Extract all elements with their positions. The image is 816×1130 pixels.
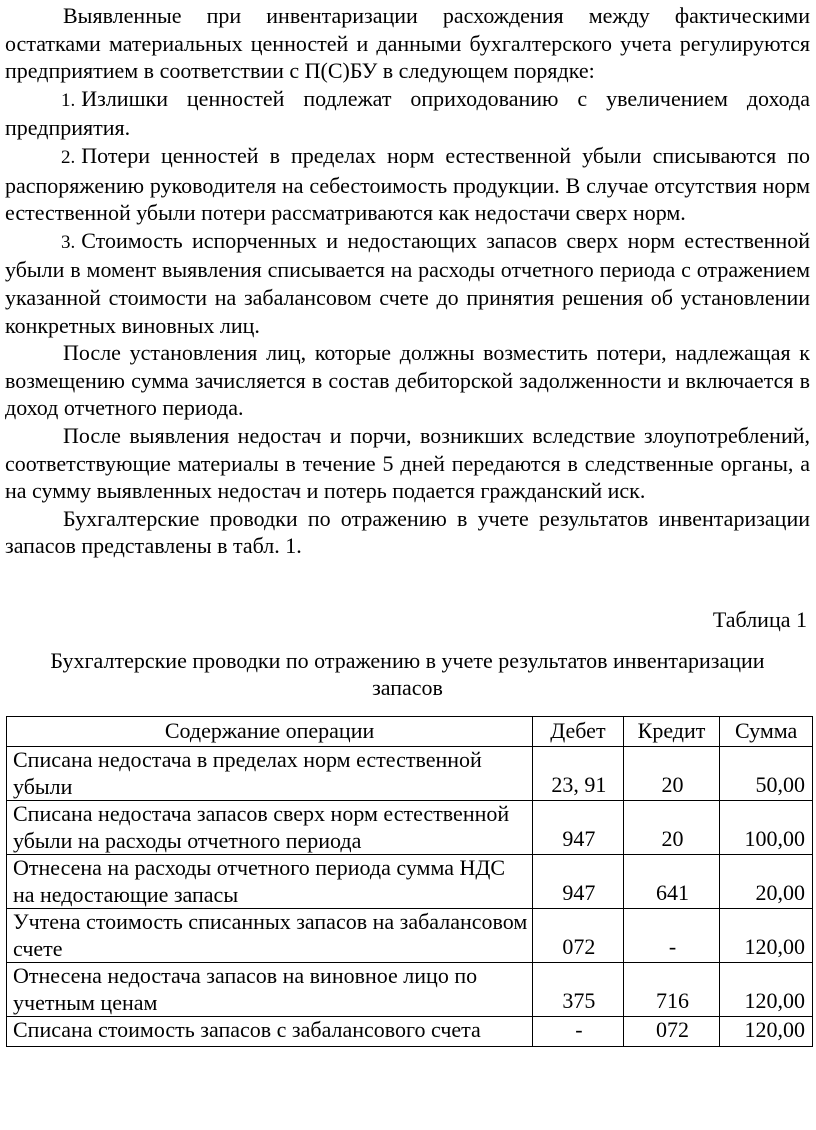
cell-credit: 716 xyxy=(623,963,720,1017)
table-row xyxy=(7,801,813,855)
cell-debit: 375 xyxy=(533,963,624,1017)
table-row xyxy=(7,909,813,963)
cell-sum: 100,00 xyxy=(720,801,813,855)
header-debit: Дебет xyxy=(533,717,624,747)
list-item-1-number: 1. xyxy=(61,89,76,111)
paragraph-table-reference: Бухгалтерские проводки по отражению в учете результатов инвентаризации запасов представлены в табл. 1. xyxy=(5,505,810,559)
cell-sum: 20,00 xyxy=(720,855,813,909)
table-label: Таблица 1 xyxy=(712,606,807,632)
cell-debit: - xyxy=(533,1017,624,1047)
cell-operation: Отнесена недостача запасов на виновное лицо по учетным ценам xyxy=(7,963,533,1017)
table-header-row xyxy=(7,717,813,747)
cell-debit: 947 xyxy=(533,801,624,855)
paragraph-reimbursement: После установления лиц, которые должны возместить потери, надлежащая к возмещению сумма зачисляется в состав дебиторской задолженности и включается в доход отчетного периода. xyxy=(5,340,810,421)
header-operation: Содержание операции xyxy=(7,717,533,747)
table-row xyxy=(7,963,813,1017)
cell-debit: 23, 91 xyxy=(533,747,624,801)
cell-credit: - xyxy=(623,909,720,963)
cell-operation: Учтена стоимость списанных запасов на забалансовом счете xyxy=(7,909,533,963)
list-item-2 xyxy=(5,142,810,227)
cell-debit: 947 xyxy=(533,855,624,909)
cell-operation: Списана недостача в пределах норм естественной убыли xyxy=(7,747,533,801)
list-item-1 xyxy=(5,85,810,142)
header-sum: Сумма xyxy=(720,717,813,747)
list-item-2-text: Потери ценностей в пределах норм естественной убыли списываются по распоряжению руководителя на себестоимость продукции. В случае отсутствия норм естественной убыли потери рассматриваются как недостачи сверх норм. xyxy=(5,142,810,226)
cell-debit: 072 xyxy=(533,909,624,963)
list-item-1-text: Излишки ценностей подлежат оприходованию с увеличением дохода предприятия. xyxy=(5,85,810,141)
cell-sum: 120,00 xyxy=(720,1017,813,1047)
table-row xyxy=(7,855,813,909)
cell-operation: Списана недостача запасов сверх норм естественной убыли на расходы отчетного периода xyxy=(7,801,533,855)
intro-paragraph: Выявленные при инвентаризации расхождения между фактическими остатками материальных ценностей и данными бухгалтерского учета регулируются предприятием в соответствии с П(С)БУ в следующем порядке: xyxy=(5,3,810,84)
cell-credit: 641 xyxy=(623,855,720,909)
table-row xyxy=(7,747,813,801)
list-item-3 xyxy=(5,227,810,339)
table-row xyxy=(7,1017,813,1047)
paragraph-abuse: После выявления недостач и порчи, возникших вследствие злоупотреблений, соответствующие материалы в течение 5 дней передаются в следственные органы, а на сумму выявленных недостач и потерь подается гражданский иск. xyxy=(5,422,810,504)
list-item-2-number: 2. xyxy=(61,146,76,168)
cell-sum: 50,00 xyxy=(720,747,813,801)
cell-operation: Отнесена на расходы отчетного периода сумма НДС на недостающие запасы xyxy=(7,855,533,909)
cell-sum: 120,00 xyxy=(720,909,813,963)
table-title: Бухгалтерские проводки по отражению в учете результатов инвентаризации запасов xyxy=(50,647,765,701)
cell-credit: 20 xyxy=(623,801,720,855)
cell-sum: 120,00 xyxy=(720,963,813,1017)
accounting-entries-table xyxy=(6,716,813,1047)
cell-credit: 072 xyxy=(623,1017,720,1047)
cell-operation: Списана стоимость запасов с забалансового счета xyxy=(7,1017,533,1047)
list-item-3-text: Стоимость испорченных и недостающих запасов сверх норм естественной убыли в момент выявления списывается на расходы отчетного периода с отражением указанной стоимости на забалансовом счете до принятия решения об установлении конкретных виновных лиц. xyxy=(5,227,810,338)
list-item-3-number: 3. xyxy=(61,231,76,253)
header-credit: Кредит xyxy=(623,717,720,747)
cell-credit: 20 xyxy=(623,747,720,801)
